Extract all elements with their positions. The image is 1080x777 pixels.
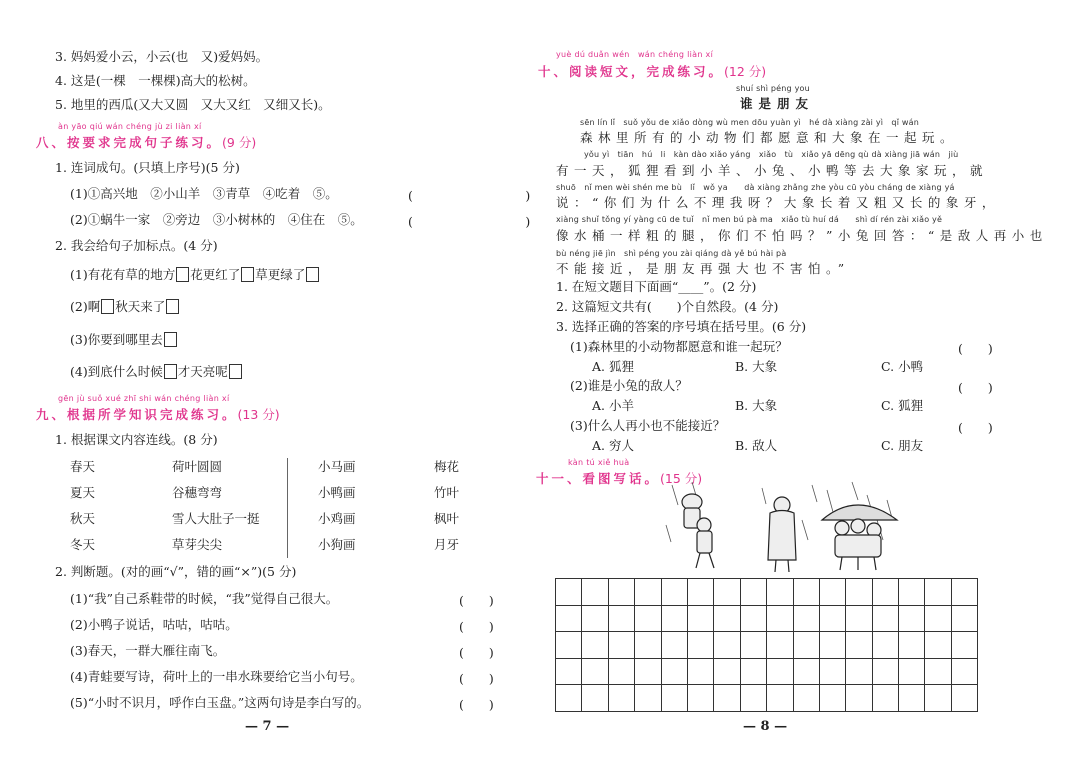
match-drawing[interactable]: 竹叶 [434, 485, 460, 500]
choice-question: (2)谁是小兔的敌人？ [570, 378, 688, 393]
grid-cell[interactable] [582, 685, 608, 712]
match-painter[interactable]: 小鸡画 [318, 511, 356, 526]
punct-sentence-1: (1)有花有草的地方 花更红了 草更绿了 [70, 267, 320, 283]
grid-cell[interactable] [872, 605, 898, 632]
grid-cell[interactable] [819, 605, 845, 632]
grid-row [556, 632, 978, 659]
sec8-pinyin: àn yāo qiú wán chéng jù zi liàn xí [58, 122, 202, 131]
punct-box[interactable] [241, 267, 254, 282]
grid-cell[interactable] [661, 632, 687, 659]
grid-cell[interactable] [767, 579, 793, 606]
judge-blank[interactable]: ( ) [459, 593, 494, 608]
sec9-title: 九、根据所学知识完成练习。(13 分) [36, 407, 280, 422]
grid-cell[interactable] [556, 658, 582, 685]
grid-cell[interactable] [951, 605, 977, 632]
column-divider [287, 458, 288, 558]
grid-cell[interactable] [608, 658, 634, 685]
grid-cell[interactable] [740, 658, 766, 685]
punct-box[interactable] [306, 267, 319, 282]
grid-cell[interactable] [582, 658, 608, 685]
grid-cell[interactable] [740, 579, 766, 606]
grid-cell[interactable] [767, 605, 793, 632]
sec8-q2: 2. 我会给句子加标点。(4 分) [55, 238, 218, 253]
grid-cell[interactable] [899, 685, 925, 712]
grid-cell[interactable] [872, 658, 898, 685]
grid-cell[interactable] [951, 658, 977, 685]
sec9-pinyin: gēn jù suǒ xué zhī shi wán chéng liàn xí [58, 394, 230, 403]
grid-cell[interactable] [925, 605, 951, 632]
choice-option[interactable]: B. 敌人 [735, 438, 778, 453]
right-page [536, 0, 1080, 777]
grid-cell[interactable] [608, 632, 634, 659]
grid-cell[interactable] [846, 579, 872, 606]
match-painter[interactable]: 小马画 [318, 459, 356, 474]
grid-cell[interactable] [899, 579, 925, 606]
judge-blank[interactable]: ( ) [459, 619, 494, 634]
grid-cell[interactable] [687, 605, 713, 632]
judge-item: (5)“小时不识月，呼作白玉盘。”这两句诗是李白写的。 [70, 695, 370, 710]
passage-line: 像水桶一样粗的腿，你们不怕吗？”小兔回答：“是敌人再小也 [556, 228, 1048, 243]
sec9-q2: 2. 判断题。(对的画“√”，错的画“×”)(5 分) [55, 564, 297, 579]
match-phrase[interactable]: 草芽尖尖 [172, 537, 223, 552]
grid-cell[interactable] [872, 685, 898, 712]
grid-cell[interactable] [793, 632, 819, 659]
item-5: 5. 地里的西瓜(又大又圆 又大又红 又细又长)。 [55, 97, 331, 112]
grid-cell[interactable] [899, 658, 925, 685]
grid-cell[interactable] [767, 632, 793, 659]
grid-cell[interactable] [687, 632, 713, 659]
grid-cell[interactable] [819, 579, 845, 606]
grid-cell[interactable] [951, 685, 977, 712]
passage-pinyin: shuō nǐ men wèi shén me bù lǐ wǒ ya dà xiàng zhǎng zhe yòu cū yòu cháng de xiàng yá [556, 183, 955, 192]
match-drawing[interactable]: 月牙 [434, 537, 460, 552]
choice-option[interactable]: C. 狐狸 [881, 398, 924, 413]
sec10-title: 十、阅读短文，完成练习。(12 分) [538, 64, 767, 79]
grid-cell[interactable] [635, 632, 661, 659]
grid-cell[interactable] [556, 632, 582, 659]
grid-cell[interactable] [819, 685, 845, 712]
grid-cell[interactable] [661, 685, 687, 712]
grid-cell[interactable] [582, 579, 608, 606]
punct-box[interactable] [101, 299, 114, 314]
grid-cell[interactable] [582, 605, 608, 632]
match-phrase[interactable]: 谷穗弯弯 [172, 485, 223, 500]
grid-cell[interactable] [793, 579, 819, 606]
punct-sentence-3: (3)你要到哪里去 [70, 332, 178, 348]
passage-line: 森林里所有的小动物们都愿意和大象在一起玩。 [580, 130, 959, 145]
grid-cell[interactable] [687, 658, 713, 685]
grid-cell[interactable] [846, 605, 872, 632]
judge-blank[interactable]: ( ) [459, 671, 494, 686]
sec8-title: 八、按要求完成句子练习。(9 分) [36, 135, 257, 150]
choice-option[interactable]: A. 穷人 [592, 438, 634, 453]
grid-cell[interactable] [951, 579, 977, 606]
judge-item: (3)春天，一群大雁往南飞。 [70, 643, 226, 658]
grid-cell[interactable] [740, 632, 766, 659]
grid-cell[interactable] [899, 605, 925, 632]
choice-option[interactable]: B. 大象 [735, 359, 778, 374]
grid-cell[interactable] [846, 658, 872, 685]
story-title: 谁是朋友 [740, 96, 815, 111]
grid-cell[interactable] [793, 658, 819, 685]
choice-question: (1)森林里的小动物都愿意和谁一起玩？ [570, 339, 788, 354]
grid-cell[interactable] [608, 685, 634, 712]
match-season[interactable]: 冬天 [70, 537, 96, 552]
grid-row [556, 685, 978, 712]
sec8-q1-item2: (2)①蜗牛一家 ②旁边 ③小树林的 ④住在 ⑤。 [70, 212, 363, 227]
match-season[interactable]: 春天 [70, 459, 96, 474]
match-phrase[interactable]: 荷叶圆圆 [172, 459, 223, 474]
grid-cell[interactable] [661, 579, 687, 606]
grid-cell[interactable] [714, 685, 740, 712]
grid-cell[interactable] [872, 579, 898, 606]
grid-cell[interactable] [951, 632, 977, 659]
match-painter[interactable]: 小狗画 [318, 537, 356, 552]
page-number: — 7 — [245, 719, 290, 734]
punct-sentence-2: (2)啊 秋天来了 [70, 299, 180, 315]
match-phrase[interactable]: 雪人大肚子一挺 [172, 511, 260, 526]
item-4: 4. 这是(一棵 一棵棵)高大的松树。 [55, 73, 256, 88]
answer-blank[interactable]: ( ) [408, 214, 531, 229]
grid-cell[interactable] [556, 579, 582, 606]
grid-cell[interactable] [925, 658, 951, 685]
answer-blank[interactable]: ( ) [408, 188, 531, 203]
punct-sentence-4: (4)到底什么时候 才天亮呢 [70, 364, 243, 380]
grid-cell[interactable] [608, 579, 634, 606]
passage-pinyin: yǒu yì tiān hú li kàn dào xiǎo yáng xiǎo tù xiǎo yā dēng qù dà xiàng jiā wán jiù [584, 150, 959, 159]
choice-option[interactable]: C. 朋友 [881, 438, 924, 453]
punct-box[interactable] [164, 364, 177, 379]
judge-item: (1)“我”自己系鞋带的时候，“我”觉得自己很大。 [70, 591, 339, 606]
match-painter[interactable]: 小鸭画 [318, 485, 356, 500]
passage-line: 说：“你们为什么不理我呀？大象长着又粗又长的象牙， [556, 195, 1000, 210]
sec9-q1: 1. 根据课文内容连线。(8 分) [55, 432, 218, 447]
sec11-pinyin: kàn tú xiě huà [568, 458, 630, 467]
grid-cell[interactable] [925, 579, 951, 606]
grid-row [556, 579, 978, 606]
grid-cell[interactable] [872, 632, 898, 659]
grid-cell[interactable] [846, 632, 872, 659]
grid-cell[interactable] [899, 632, 925, 659]
match-season[interactable]: 秋天 [70, 511, 96, 526]
grid-row [556, 658, 978, 685]
sec8-q1-item1: (1)①高兴地 ②小山羊 ③青草 ④吃着 ⑤。 [70, 186, 338, 201]
choice-option[interactable]: A. 小羊 [592, 398, 634, 413]
story-title-pinyin: shuí shì péng you [736, 84, 810, 93]
sec10-q2: 2. 这篇短文共有( )个自然段。(4 分) [556, 299, 779, 314]
choice-option[interactable]: B. 大象 [735, 398, 778, 413]
choice-question: (3)什么人再小也不能接近？ [570, 418, 726, 433]
judge-blank[interactable]: ( ) [958, 420, 993, 435]
grid-cell[interactable] [793, 685, 819, 712]
match-season[interactable]: 夏天 [70, 485, 96, 500]
grid-cell[interactable] [635, 685, 661, 712]
grid-cell[interactable] [714, 632, 740, 659]
grid-cell[interactable] [925, 632, 951, 659]
grid-cell[interactable] [819, 658, 845, 685]
sec11-title: 十一、看图写话。(15 分) [536, 471, 703, 486]
sec10-pinyin: yuè dú duǎn wén wán chéng liàn xí [556, 50, 714, 59]
passage-pinyin: sēn lín lǐ suǒ yǒu de xiǎo dòng wù men dōu yuàn yì hé dà xiàng zài yì qǐ wán [580, 118, 919, 127]
grid-cell[interactable] [635, 579, 661, 606]
passage-line: 不能接近，是朋友再强大也不害怕。” [556, 261, 850, 276]
grid-cell[interactable] [846, 685, 872, 712]
sec10-q1: 1. 在短文题目下面画“____”。(2 分) [556, 279, 757, 294]
grid-cell[interactable] [556, 605, 582, 632]
passage-pinyin: xiàng shuǐ tǒng yí yàng cū de tuǐ nǐ men bú pà ma xiǎo tù huí dá shì dí rén zài xiǎo yě [556, 215, 943, 224]
grid-cell[interactable] [793, 605, 819, 632]
writing-grid[interactable] [555, 578, 978, 712]
sec10-q3: 3. 选择正确的答案的序号填在括号里。(6 分) [556, 319, 807, 334]
grid-cell[interactable] [661, 658, 687, 685]
grid-cell[interactable] [740, 685, 766, 712]
grid-cell[interactable] [687, 579, 713, 606]
judge-item: (4)青蛙要写诗，荷叶上的一串水珠要给它当小句号。 [70, 669, 363, 684]
grid-cell[interactable] [740, 605, 766, 632]
grid-cell[interactable] [635, 658, 661, 685]
grid-cell[interactable] [582, 632, 608, 659]
judge-blank[interactable]: ( ) [958, 380, 993, 395]
item-3: 3. 妈妈爱小云，小云(也 又)爱妈妈。 [55, 49, 269, 64]
passage-pinyin: bù néng jiē jìn shì péng you zài qiáng dà yě bú hài pà [556, 249, 787, 258]
choice-option[interactable]: C. 小鸭 [881, 359, 924, 374]
punct-box[interactable] [166, 299, 179, 314]
judge-blank[interactable]: ( ) [459, 645, 494, 660]
match-drawing[interactable]: 枫叶 [434, 511, 460, 526]
grid-cell[interactable] [714, 658, 740, 685]
grid-cell[interactable] [556, 685, 582, 712]
grid-cell[interactable] [635, 605, 661, 632]
sec8-q1: 1. 连词成句。(只填上序号)(5 分) [55, 160, 240, 175]
judge-blank[interactable]: ( ) [459, 697, 494, 712]
page-number: — 8 — [743, 719, 788, 734]
grid-cell[interactable] [608, 605, 634, 632]
punct-box[interactable] [229, 364, 242, 379]
grid-cell[interactable] [714, 579, 740, 606]
picture-illustration [662, 480, 902, 575]
grid-cell[interactable] [819, 632, 845, 659]
choice-option[interactable]: A. 狐狸 [592, 359, 634, 374]
grid-cell[interactable] [687, 685, 713, 712]
grid-cell[interactable] [925, 685, 951, 712]
grid-cell[interactable] [767, 685, 793, 712]
passage-line: 有一天，狐狸看到小羊、小兔、小鸭等去大象家玩，就 [556, 163, 989, 178]
grid-cell[interactable] [661, 605, 687, 632]
punct-box[interactable] [176, 267, 189, 282]
punct-box[interactable] [164, 332, 177, 347]
grid-cell[interactable] [714, 605, 740, 632]
match-drawing[interactable]: 梅花 [434, 459, 460, 474]
judge-blank[interactable]: ( ) [958, 341, 993, 356]
grid-row [556, 605, 978, 632]
grid-cell[interactable] [767, 658, 793, 685]
judge-item: (2)小鸭子说话，咕咕，咕咕。 [70, 617, 238, 632]
